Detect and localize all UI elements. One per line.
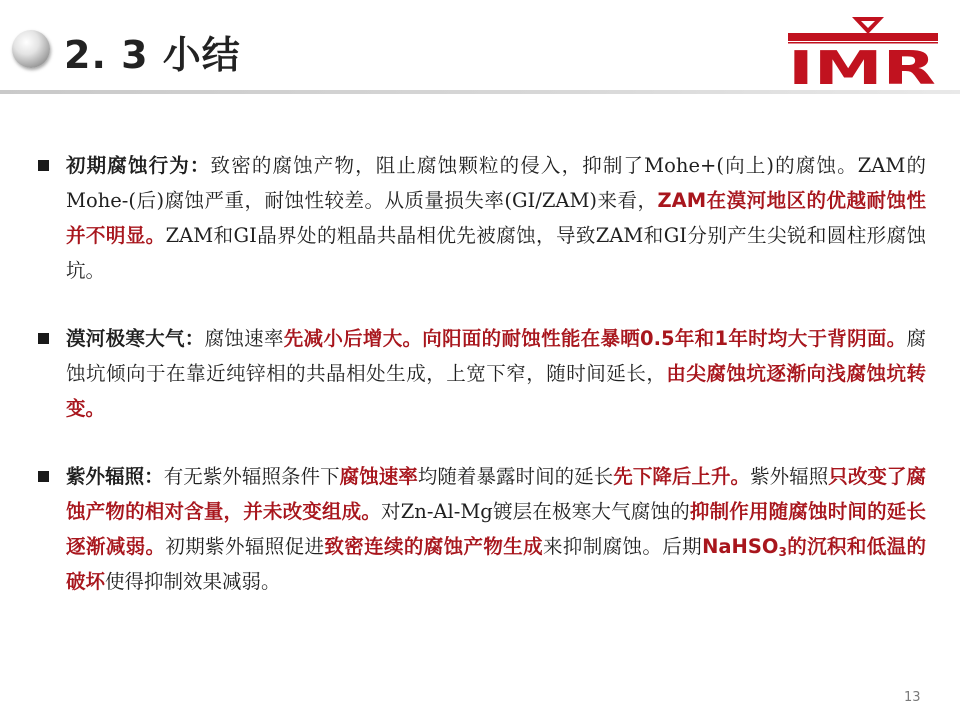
highlighted-text: 的沉积和低温的破坏 (66, 535, 926, 593)
highlighted-text: 由尖腐蚀坑逐渐向浅腐蚀坑转变。 (66, 362, 926, 420)
body-text: ZAM和GI晶界处的粗晶共晶相优先被腐蚀，导致ZAM和GI分别产生尖锐和圆柱形腐蚀坑。 (66, 224, 926, 282)
summary-list (36, 148, 926, 632)
body-text: 来抑制腐蚀。后期 (543, 535, 703, 558)
square-bullet-icon (38, 160, 49, 171)
section-label: 紫外辐照： (66, 465, 164, 488)
square-bullet-icon (38, 333, 49, 344)
section-label: 初期腐蚀行为： (66, 154, 211, 177)
logo-top-bar (788, 33, 938, 41)
body-text: 使得抑制效果减弱。 (105, 570, 281, 593)
body-text: 腐蚀坑倾向于在靠近纯锌相的共晶相处生成，上宽下窄，随时间延长， (66, 327, 926, 385)
slide-title: 2. 3 小结 (64, 33, 241, 77)
slide-header (0, 0, 960, 96)
highlighted-text: 3 (778, 545, 787, 559)
summary-item-mohe-cold-atmosphere (36, 321, 926, 426)
body-text: 初期紫外辐照促进 (165, 535, 325, 558)
highlighted-text: NaHSO (702, 535, 779, 558)
summary-paragraph (66, 321, 926, 426)
body-text: 腐蚀速率 (204, 327, 284, 350)
summary-paragraph (66, 148, 926, 288)
imr-logo (788, 14, 938, 86)
body-text: 均随着暴露时间的延长 (417, 465, 614, 488)
logo-text: IMR (788, 41, 936, 86)
body-text: 致密的腐蚀产物，阻止腐蚀颗粒的侵入，抑制了Mohe+(向上)的腐蚀。ZAM的Mohe-(后)腐蚀严重，耐蚀性较差。从质量损失率(GI/ZAM)来看， (66, 154, 926, 212)
highlighted-text: 抑制作用随腐蚀时间的延长逐渐减弱。 (66, 500, 926, 558)
highlighted-text: 只改变了腐蚀产物的相对含量，并未改变组成。 (66, 465, 926, 523)
highlighted-text: 先减小后增大。向阳面的耐蚀性能在暴晒0.5年和1年时均大于背阴面。 (283, 327, 907, 350)
body-text: 对Zn-Al-Mg镀层在极寒大气腐蚀的 (381, 500, 690, 523)
header-divider (0, 90, 960, 94)
square-bullet-icon (38, 471, 49, 482)
highlighted-text: 腐蚀速率 (339, 465, 418, 488)
summary-paragraph (66, 459, 926, 599)
title-bullet-circle-icon (12, 30, 50, 68)
summary-item-initial-corrosion (36, 148, 926, 288)
summary-item-uv-irradiation (36, 459, 926, 599)
highlighted-text: ZAM在漠河地区的优越耐蚀性并不明显。 (66, 189, 926, 247)
highlighted-text: 致密连续的腐蚀产物生成 (324, 535, 544, 558)
body-text: 紫外辐照 (750, 465, 829, 488)
section-label: 漠河极寒大气： (66, 327, 205, 350)
body-text: 有无紫外辐照条件下 (163, 465, 340, 488)
highlighted-text: 先下降后上升。 (613, 465, 751, 488)
page-number: 13 (904, 690, 921, 705)
